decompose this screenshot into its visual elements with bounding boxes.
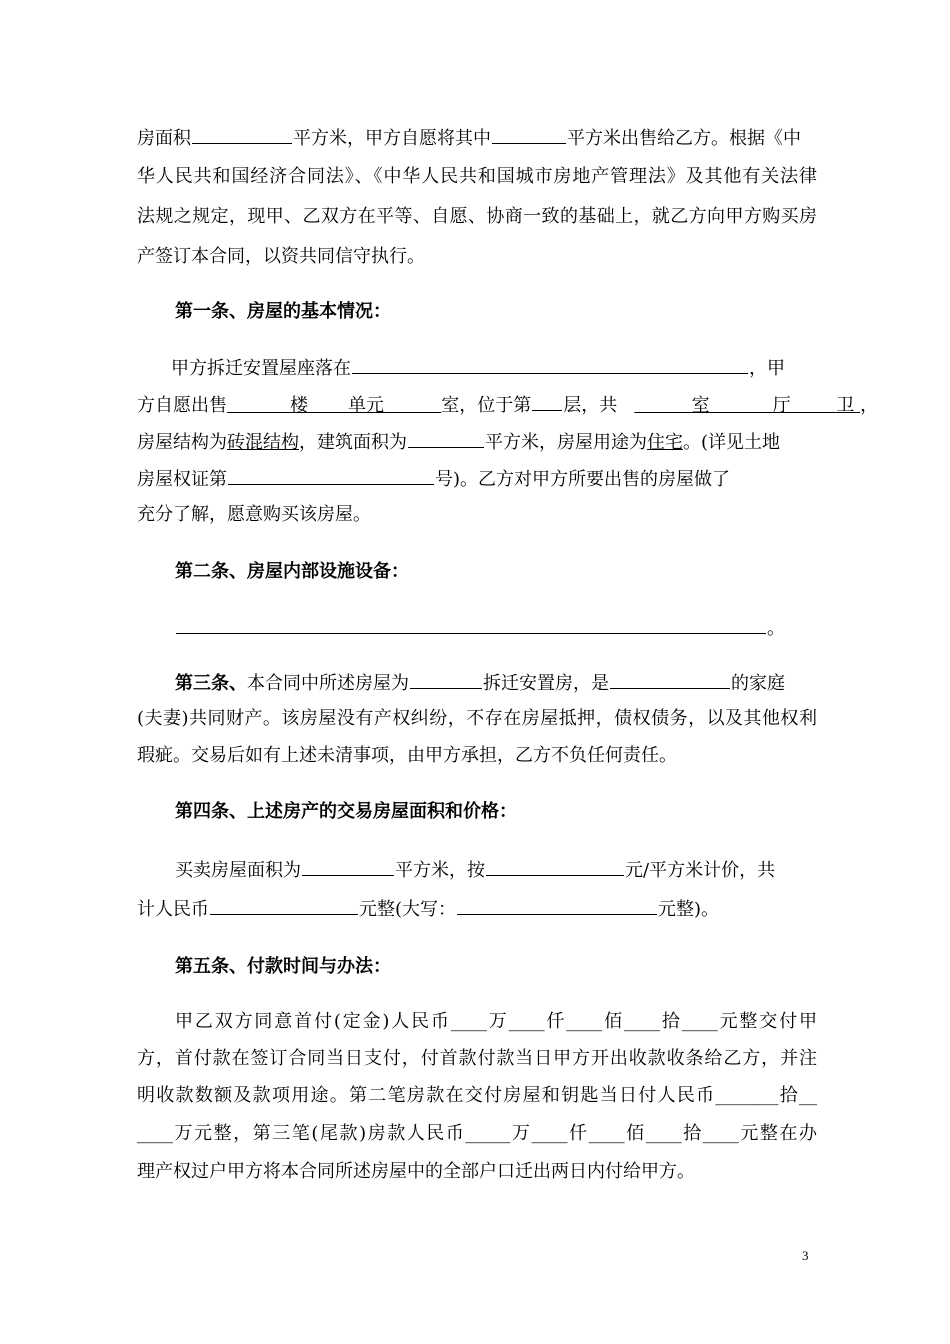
- usage-value: 住宅: [647, 432, 683, 453]
- art4-line-2: [137, 896, 817, 922]
- text: 元整)。: [658, 899, 720, 920]
- page-number: 3: [802, 1248, 809, 1263]
- intro-line-3: 法规之规定，现甲、乙双方在平等、自愿、协商一致的基础上，就乙方向甲方购买房: [137, 206, 817, 227]
- text: 本合同中所述房屋为: [247, 673, 409, 694]
- article-3-heading: 第三条、: [175, 673, 247, 694]
- blank-field: [486, 857, 624, 876]
- intro-line-2: 华人民共和国经济合同法》、《中华人民共和国城市房地产管理法》及其他有关法律: [137, 166, 817, 187]
- text: ，建筑面积为: [299, 432, 407, 453]
- art1-line-4: [137, 466, 817, 492]
- text: 甲方拆迁安置屋座落在: [171, 358, 351, 379]
- article-4-heading: 第四条、上述房产的交易房屋面积和价格：: [175, 801, 517, 822]
- text: 计人民币: [137, 899, 209, 920]
- blank-field: [532, 392, 562, 411]
- text: 元/平方米计价，共: [625, 860, 776, 881]
- art3-line-1: [175, 670, 817, 696]
- text: 平方米，房屋用途为: [485, 432, 647, 453]
- blank-field: [192, 125, 292, 144]
- text: 元整(大写：: [359, 899, 457, 920]
- intro-line-1: [137, 125, 817, 151]
- art5-line-3: 明收款数额及款项用途。第二笔房款在交付房屋和钥匙当日付人民币_______拾__: [137, 1085, 817, 1106]
- art5-line-5: 理产权过户甲方将本合同所述房屋中的全部户口迁出两日内付给甲方。: [137, 1161, 695, 1182]
- blank-field: [492, 125, 566, 144]
- text: 拆迁安置房，是: [483, 673, 609, 694]
- art4-line-1: [175, 857, 817, 883]
- text: 室: [691, 395, 710, 416]
- text: 平方米，按: [395, 860, 485, 881]
- text: 层，共: [563, 395, 618, 416]
- text: 房屋结构为: [137, 432, 227, 453]
- article-5-heading: 第五条、付款时间与办法：: [175, 956, 391, 977]
- text: 楼: [289, 395, 308, 416]
- text: 房屋权证第: [137, 469, 227, 490]
- blank-field: [228, 466, 434, 485]
- art1-line-5: 充分了解，愿意购买该房屋。: [137, 504, 371, 525]
- text: 。(详见土地: [683, 432, 781, 453]
- blank-field: [610, 670, 730, 689]
- blank-field: [352, 355, 748, 374]
- text: 房面积: [137, 128, 191, 149]
- art3-line-2: (夫妻)共同财产。该房屋没有产权纠纷，不存在房屋抵押，债权债务，以及其他权利: [137, 708, 817, 729]
- text: 。: [767, 618, 785, 639]
- text: 买卖房屋面积为: [175, 860, 301, 881]
- art1-line-1: [171, 355, 817, 381]
- article-2-heading: 第二条、房屋内部设施设备：: [175, 561, 409, 582]
- text: 室，位于第: [441, 395, 532, 416]
- text: ，: [860, 395, 879, 416]
- structure-value: 砖混结构: [227, 432, 299, 453]
- art2-line-1: [175, 615, 817, 641]
- intro-line-4: 产签订本合同，以资共同信守执行。: [137, 246, 425, 267]
- art5-line-2: 方，首付款在签订合同当日支付，付首款付款当日甲方开出收款收条给乙方，并注: [137, 1048, 817, 1069]
- text: 平方米，甲方自愿将其中: [293, 128, 491, 149]
- blank-field: [408, 429, 484, 448]
- text: 的家庭: [731, 673, 785, 694]
- text: ，甲: [749, 358, 785, 379]
- filled-rooms: [634, 395, 860, 416]
- blank-field: [176, 615, 766, 634]
- text: 号)。乙方对甲方所要出售的房屋做了: [435, 469, 731, 490]
- art1-line-2: [137, 392, 879, 418]
- text: 平方米出售给乙方。根据《中: [567, 128, 801, 149]
- art5-line-1: 甲乙双方同意首付(定金)人民币____万____仟____佰____拾____元整交付甲: [175, 1011, 817, 1032]
- blank-field: [302, 857, 394, 876]
- blank-field: [457, 896, 657, 915]
- text: 方自愿出售: [137, 395, 227, 416]
- art3-line-3: 瑕疵。交易后如有上述未清事项，由甲方承担，乙方不负任何责任。: [137, 745, 677, 766]
- blank-field: [410, 670, 482, 689]
- text: 厅: [772, 395, 791, 416]
- blank-field: [210, 896, 358, 915]
- article-1-heading: 第一条、房屋的基本情况：: [175, 301, 391, 322]
- text: 单元: [348, 395, 385, 416]
- text: 卫: [836, 395, 855, 416]
- filled-units: [227, 395, 441, 416]
- art1-line-3: [137, 429, 817, 455]
- art5-line-4: ____万元整，第三笔(尾款)房款人民币_____万____仟____佰____拾____元整在办: [137, 1123, 817, 1144]
